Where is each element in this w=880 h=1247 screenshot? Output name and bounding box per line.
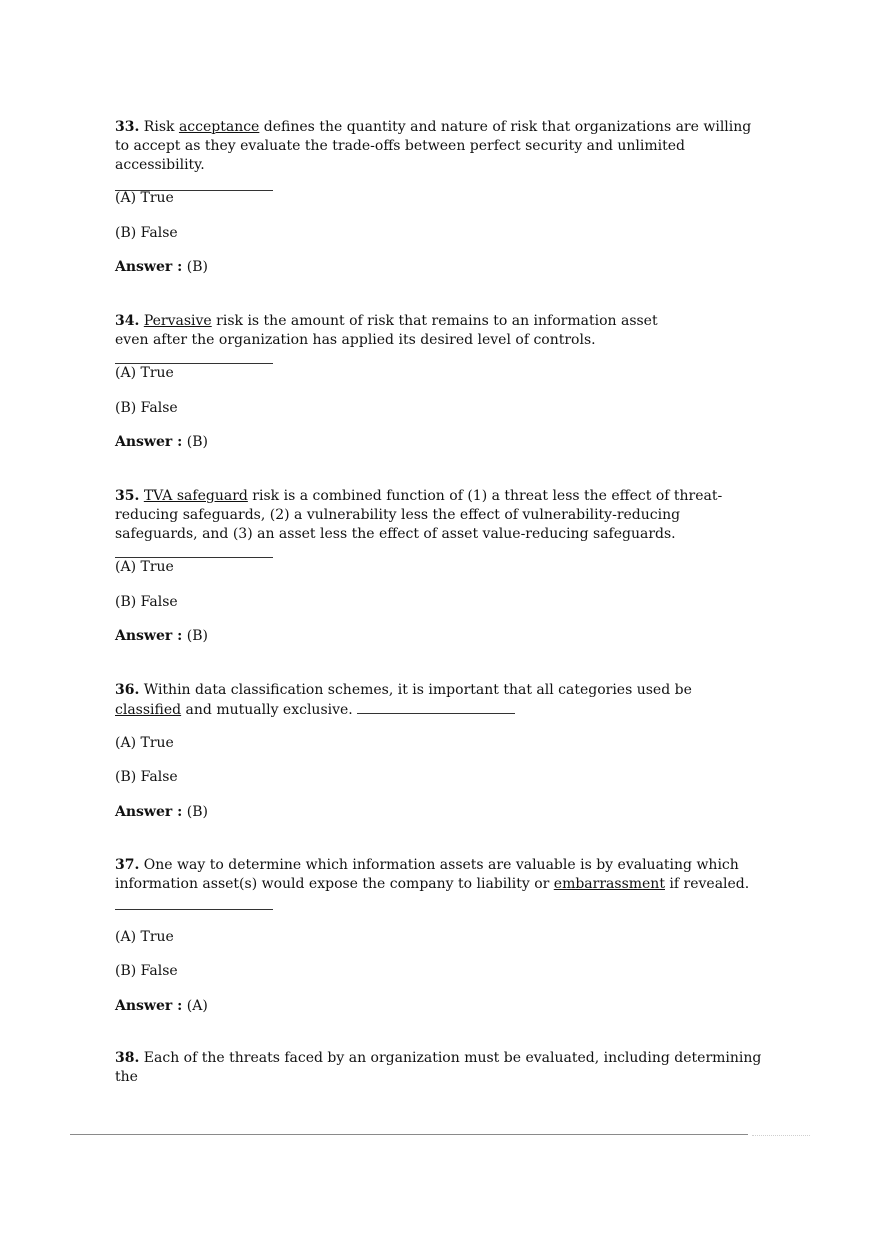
answer-value: (B): [182, 259, 208, 275]
answer-line: [115, 803, 208, 822]
underlined-term: TVA safeguard: [143, 488, 248, 504]
answer-line: [115, 997, 208, 1016]
answer-label: Answer :: [115, 804, 183, 820]
question-34: [115, 312, 675, 370]
question-number: 37.: [115, 857, 140, 873]
underlined-term: embarrassment: [553, 876, 665, 892]
question-33: [115, 118, 765, 191]
answer-blank: [115, 908, 273, 910]
option-b: (B) False: [115, 225, 178, 241]
question-37-text: 37. One way to determine which information assets are valuable is by evaluating which information asset(s) would expose the company to liability or embarrassment if revealed.: [115, 857, 750, 892]
option-a: (A) True: [115, 190, 174, 206]
question-37: [115, 856, 765, 910]
option-a: (A) True: [115, 365, 174, 381]
answer-blank: [115, 350, 273, 364]
answer-label: Answer :: [115, 259, 183, 275]
option-b: (B) False: [115, 769, 178, 785]
question-number: 36.: [115, 682, 140, 698]
question-34-text: 34. Pervasive risk is the amount of risk that remains to an information asset even after the organization has applied its desired level of controls.: [115, 312, 675, 370]
question-36: [115, 681, 745, 720]
question-number: 34.: [115, 313, 140, 329]
answer-value: (A): [182, 998, 208, 1014]
answer-line: [115, 627, 208, 646]
underlined-term: Pervasive: [143, 313, 212, 329]
question-number: 33.: [115, 119, 140, 135]
question-35-text: 35. TVA safeguard risk is a combined function of (1) a threat less the effect of threat-reducing safeguards, (2) a vulnerability less the effect of vulnerability-reducing safeguards, and (3) an asset less the effect of asset value-reducing safeguards.: [115, 487, 755, 564]
answer-label: Answer :: [115, 434, 183, 450]
answer-value: (B): [182, 434, 208, 450]
option-b: (B) False: [115, 594, 178, 610]
answer-blank: [115, 544, 273, 558]
option-b: (B) False: [115, 400, 178, 416]
answer-value: (B): [182, 804, 208, 820]
underlined-term: acceptance: [178, 119, 260, 135]
answer-blank: [357, 700, 515, 714]
question-36-text: 36. Within data classification schemes, it is important that all categories used be classified and mutually exclusive.: [115, 682, 692, 718]
answer-label: Answer :: [115, 628, 183, 644]
answer-label: Answer :: [115, 998, 183, 1014]
answer-line: [115, 433, 208, 452]
question-number: 35.: [115, 488, 140, 504]
question-number: 38.: [115, 1050, 140, 1066]
answer-line: [115, 258, 208, 277]
answer-value: (B): [182, 628, 208, 644]
option-a: (A) True: [115, 559, 174, 575]
question-38-text: 38. Each of the threats faced by an organization must be evaluated, including determining the: [115, 1050, 762, 1085]
option-a: (A) True: [115, 735, 174, 751]
footer-watermark: [752, 1129, 810, 1136]
option-b: (B) False: [115, 963, 178, 979]
question-35: [115, 487, 755, 564]
option-a: (A) True: [115, 929, 174, 945]
footer-divider: [70, 1134, 748, 1135]
underlined-term: classified: [115, 702, 182, 718]
question-38: [115, 1049, 765, 1087]
question-33-text: 33. Risk acceptance defines the quantity and nature of risk that organizations are willing to accept as they evaluate the trade-offs between perfect security and unlimited accessibility.: [115, 119, 752, 173]
